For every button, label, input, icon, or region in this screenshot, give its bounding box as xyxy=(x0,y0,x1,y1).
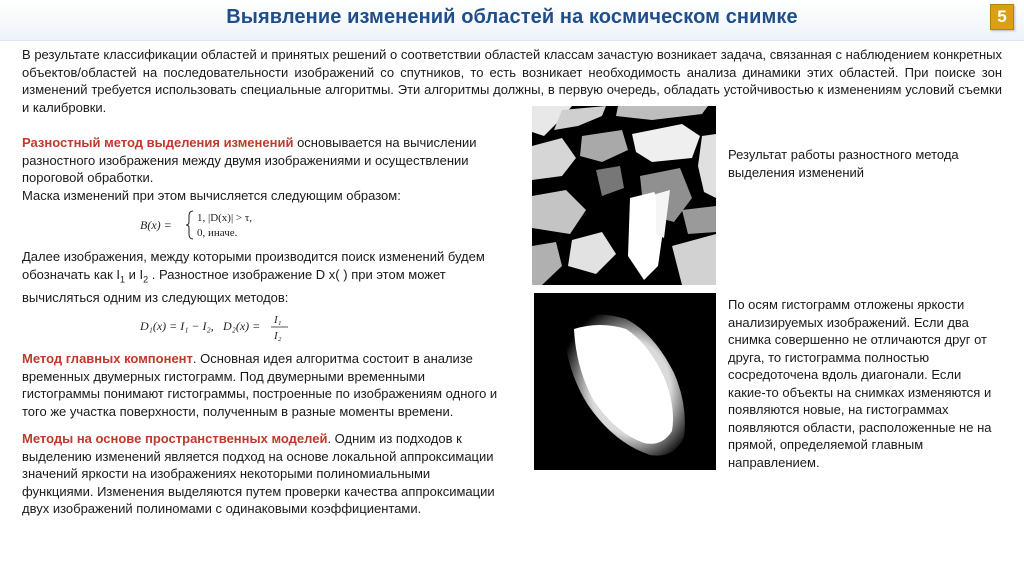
curly-brace-icon xyxy=(186,211,193,239)
mask-formula xyxy=(140,208,502,242)
spatial-heading: Методы на основе пространственных моделей xyxy=(22,431,328,447)
sub2: 2 xyxy=(143,274,149,285)
next-text-a: Далее изображения, между которыми производится поиск изменений будем обозначать как I xyxy=(22,249,485,282)
slide-title: Выявление изменений областей на космическом снимке xyxy=(226,6,798,28)
formula2-den: I₂ xyxy=(274,330,282,343)
difference-method-text: основывается на вычислении разностного изображения между двумя изображениями и осуществлении пороговой обработки. xyxy=(22,135,477,185)
image1-caption: Результат работы разностного метода выделения изменений xyxy=(728,147,959,180)
difference-formula xyxy=(140,312,502,343)
formula1-lhs: B(x) = xyxy=(140,218,172,232)
pca-paragraph xyxy=(22,350,502,420)
and-text: и I xyxy=(125,266,144,282)
intro-paragraph: В результате классификации областей и принятых решений о соответствии областей классам зачастую возникает задача, связанная с наблюдением конкретных объектов/областей на последовательности изображений со спутников, то есть возникает необходимость анализа динамики этих областей. При поиске зон изменений требуется использовать специальные алгоритмы. Эти алгоритмы должны, в первую очередь, обладать устойчивостью к изменениям условий съемки и калибровки. xyxy=(22,47,1002,115)
difference-method-paragraph xyxy=(22,134,502,187)
page-number-badge: 5 xyxy=(990,4,1014,30)
difference-formula-svg xyxy=(140,312,310,342)
difference-method-heading: Разностный метод выделения изменений xyxy=(22,135,294,150)
mask-text: Маска изменений при этом вычисляется следующим образом: xyxy=(22,187,401,203)
pca-text: . Основная идея алгоритма состоит в анализе временных двумерных гистограмм. Под двумерными временными гистограммы понимают гистограммы, построенные по изображениям одного и того же участка поверхности, полученным в разные моменты времени. xyxy=(22,351,498,419)
change-mask-figure xyxy=(532,106,716,285)
formula1-case1: 1, |D(x)| > τ, xyxy=(197,212,253,224)
formula2-d2: D₂(x) = xyxy=(223,319,261,334)
formula1-case2: 0, иначе. xyxy=(197,227,238,239)
left-column xyxy=(22,134,502,518)
image2-caption: По осям гистограмм отложены яркости анализируемых изображений. Если два снимка совершенно не отличаются друг от друга, то гистограмма полностью сосредоточена вдоль диагонали. Если какие-то объекты на снимках изменяются и появляются новые, на гистограммах появляются области, расположенные не на прямой, определяемой главным направлением. xyxy=(728,297,992,470)
next-text-b: . Разностное изображение D x( ) при этом может вычисляться одним из следующих методов: xyxy=(22,266,446,305)
next-paragraph xyxy=(22,248,502,306)
formula2-num: I₁ xyxy=(274,314,282,327)
pca-heading: Метод главных компонент xyxy=(22,351,193,367)
sub1: 1 xyxy=(120,274,126,285)
spatial-paragraph xyxy=(22,430,502,518)
mask-formula-svg xyxy=(140,208,300,242)
formula2-d1: D₁(x) = I₁ − I₂, xyxy=(140,319,214,334)
change-detection-image xyxy=(532,106,716,285)
histogram-figure xyxy=(534,293,716,470)
temporal-histogram-image xyxy=(534,293,716,470)
spatial-text: . Одним из подходов к выделению изменений является подход на основе локальной аппроксимации значений яркости на изображениях некоторыми полиномиальными функциями. Изменения выделяются путем проверки качества аппроксимации двух изображений полиномами с одинаковыми коэффициентами. xyxy=(22,431,495,517)
